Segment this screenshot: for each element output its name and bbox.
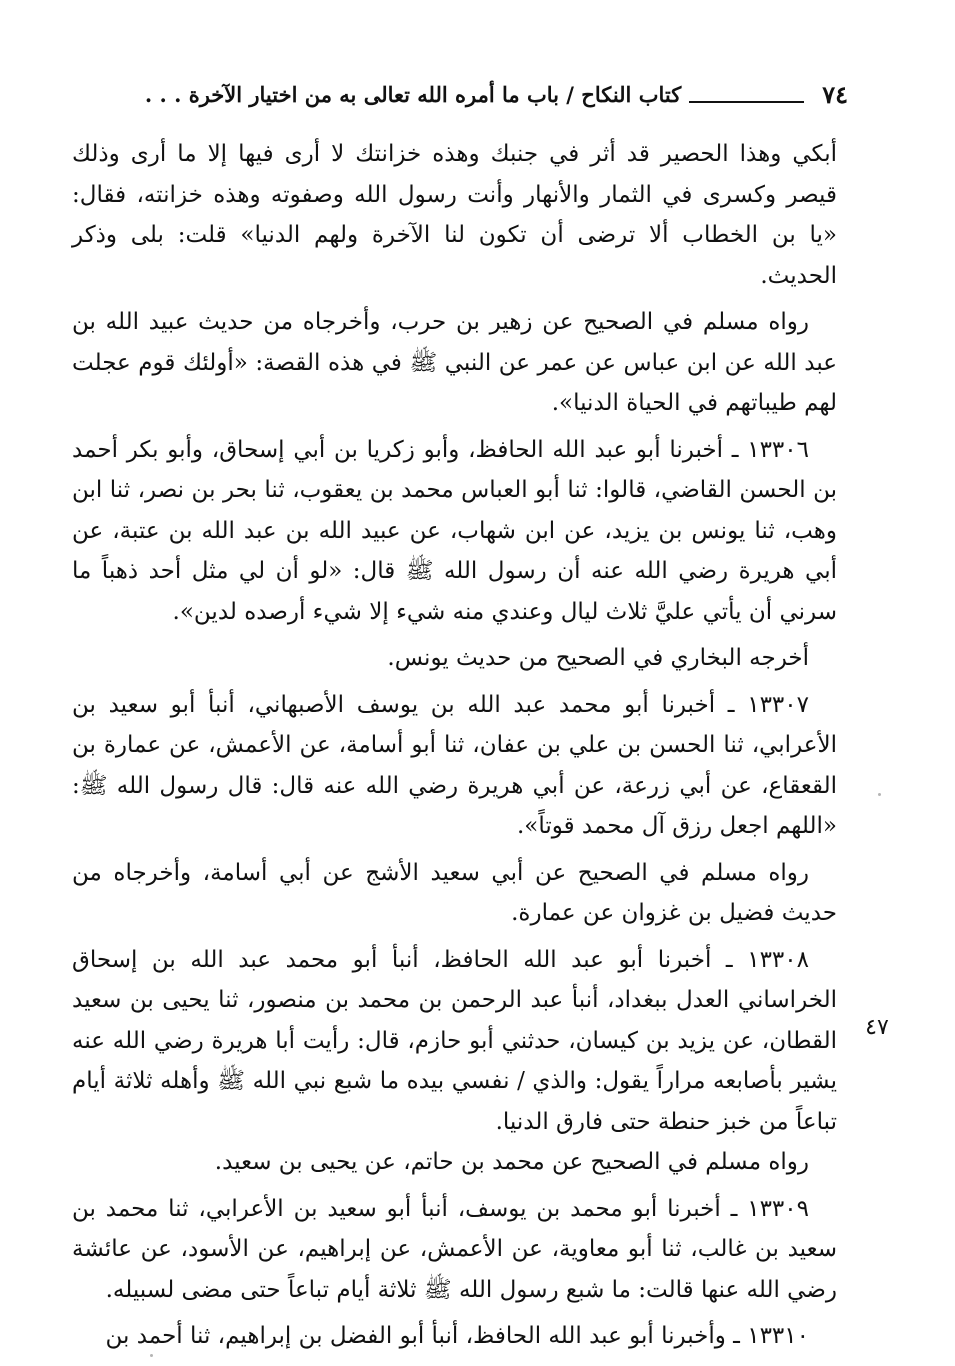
hadith-13309: ١٣٣٠٩ ـ أخبرنا أبو محمد بن يوسف، أنبأ أبو سعيد بن الأعرابي، ثنا محمد بن سعيد بن غالب، ثنا أبو معاوية، عن الأعمش، عن إبراهيم، عن الأسود، عن عائشة رضي الله عنها قالت: ما شبع رسول الله ﷺ ثلاثة أيام تباعاً حتى مضى لسبيله. — [72, 1195, 837, 1303]
running-title: كتاب النكاح / باب ما أمره الله تعالى به من اختيار الآخرة . . . — [144, 81, 682, 107]
page-body — [72, 134, 837, 1363]
scan-speck — [878, 793, 881, 796]
paragraph-takhrij-3: رواه مسلم في الصحيح عن أبي سعيد الأشج عن أبي أسامة، وأخرجاه من حديث فضيل بن غزوان عن عمارة. — [72, 859, 837, 926]
paragraph-takhrij-2: أخرجه البخاري في الصحيح من حديث يونس. — [387, 645, 809, 671]
scan-speck — [150, 1354, 153, 1357]
hadith-13310: ١٣٣١٠ ـ وأخبرنا أبو عبد الله الحافظ، أنبأ أبو الفضل بن إبراهيم، ثنا أحمد بن — [105, 1323, 809, 1349]
paragraph-takhrij-4: رواه مسلم في الصحيح عن محمد بن حاتم، عن يحيى بن سعيد. — [214, 1149, 809, 1175]
hadith-13307: ١٣٣٠٧ ـ أخبرنا أبو محمد عبد الله بن يوسف الأصبهاني، أنبأ أبو سعيد بن الأعرابي، ثنا الحسن بن علي بن عفان، ثنا أبو أسامة، عن الأعمش، عن عمارة بن القعقاع، عن أبي زرعة، عن أبي هريرة رضي الله عنه قال: قال رسول الله ﷺ: «اللهم اجعل رزق آل محمد قوتاً». — [72, 691, 837, 839]
paragraph-continuation: أبكي وهذا الحصير قد أثر في جنبك وهذه خزانتك لا أرى فيها إلا ما أرى وذلك قيصر وكسرى في الثمار والأنهار وأنت رسول الله وصفوته وهذه خزانته، فقال: «يا بن الخطاب ألا ترضى أن تكون لنا الآخرة ولهم الدنيا» قلت: بلى وذكر الحديث. — [72, 141, 837, 289]
paragraph-takhrij-1: رواه مسلم في الصحيح عن زهير بن حرب، وأخرجاه من حديث عبيد الله بن عبد الله عن ابن عباس عن عمر عن النبي ﷺ في هذه القصة: «أولئك قوم عجلت لهم طيباتهم في الحياة الدنيا». — [72, 309, 837, 416]
hadith-13306: ١٣٣٠٦ ـ أخبرنا أبو عبد الله الحافظ، وأبو زكريا بن أبي إسحاق، وأبو بكر أحمد بن الحسن القاضي، قالوا: ثنا أبو العباس محمد بن يعقوب، ثنا بحر بن نصر، ثنا ابن وهب، ثنا يونس بن يزيد، عن ابن شهاب، عن عبيد الله بن عبد الله بن عتبة، عن أبي هريرة رضي الله عنه أن رسول الله ﷺ قال: «لو أن لي مثل أحد ذهباً ما سرني أن يأتي عليَّ ثلاث ليال وعندي منه شيء إلا شيء أرصده لدين». — [72, 436, 837, 625]
page-header — [78, 72, 848, 116]
margin-folio-number: ٤٧ — [865, 1015, 889, 1040]
page-number: ٧٤ — [822, 79, 848, 109]
header-rule — [689, 101, 804, 103]
hadith-13308: ١٣٣٠٨ ـ أخبرنا أبو عبد الله الحافظ، أنبأ أبو محمد عبد الله بن إسحاق الخراساني العدل ببغداد، أنبأ عبد الرحمن بن محمد بن منصور، ثنا يحيى بن سعيد القطان، عن يزيد بن كيسان، حدثني أبو حازم، قال: رأيت أبا هريرة رضي الله عنه يشير بأصابعه مراراً يقول: والذي / نفسي بيده ما شبع نبي الله ﷺ وأهله ثلاثة أيام تباعاً من خبز حنطة حتى فارق الدنيا. — [72, 946, 837, 1135]
